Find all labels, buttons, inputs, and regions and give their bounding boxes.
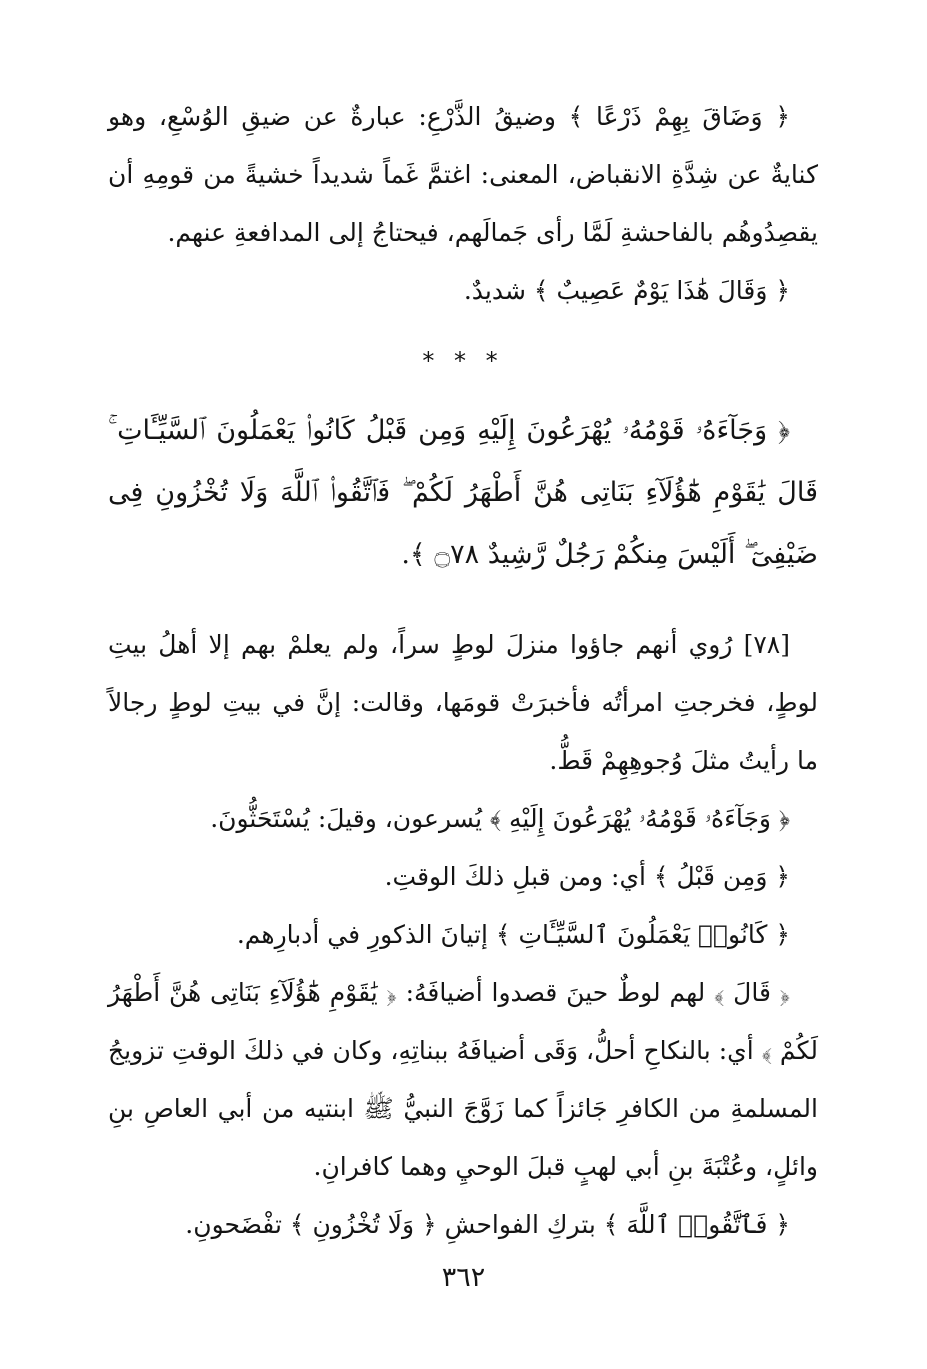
page-number: ٣٦٢ bbox=[441, 1262, 486, 1293]
commentary-daughters: ﴿ قَالَ ﴾ لهم لوطٌ حينَ قصدوا أضيافَهُ: ﴿ يَٰقَوْمِ هَٰٓؤُلَآءِ بَنَاتِى هُنَّ أَطْهَرُ لَكُمْ ﴾ أي: بالنكاحِ أحلُّ، وَقَى أضيافَهُ ببناتِهِ، وكان في ذلكَ الوقتِ تزويجُ المسلمةِ من الكافرِ جَائزاً كما زَوَّجَ النبيُّ ﷺ ابنتيه من أبي العاصِ بنِ وائلٍ، وعُتْبَةَ بنِ أبي لهبٍ قبلَ الوحيِ وهما كافرانِ. bbox=[108, 978, 818, 1181]
commentary-78-narration: [٧٨] رُوي أنهم جاؤوا منزلَ لوطٍ سراً، ولم يعلمْ بهم إلا أهلُ بيتِ لوطٍ، فخرجتِ امرأتُه فأخبرَتْ قومَها، وقالت: إنَّ في بيتِ لوطٍ رجالاً ما رأيتُ مثلَ وُجوهِهِمْ قَطُّ. bbox=[108, 630, 818, 775]
section-separator: * * * bbox=[422, 347, 504, 375]
commentary-fear-allah: ﴿ فَٱتَّقُوا۟ ٱللَّهَ ﴾ بتركِ الفواحشِ ﴿ وَلَا تُخْزُونِ ﴾ تفْضَحونِ. bbox=[185, 1210, 790, 1239]
commentary-before: ﴿ وَمِن قَبْلُ ﴾ أي: ومن قبلِ ذلكَ الوقتِ. bbox=[384, 862, 790, 891]
commentary-hurrying: ﴿ وَجَآءَهُۥ قَوْمُهُۥ يُهْرَعُونَ إِلَيْهِ ﴾ يُسرعون، وقيلَ: يُسْتَحَثُّونَ. bbox=[210, 804, 790, 833]
paragraph-hard-day: ﴿ وَقَالَ هَٰذَا يَوْمٌ عَصِيبٌ ﴾ شديدٌ. bbox=[463, 276, 790, 305]
commentary-evil-deeds: ﴿ كَانُوا۟ يَعْمَلُونَ ٱلسَّيِّـَٔاتِ ﴾ إتيانَ الذكورِ في أدبارِهم. bbox=[236, 920, 790, 949]
quran-verse-78: ﴿ وَجَآءَهُۥ قَوْمُهُۥ يُهْرَعُونَ إِلَيْهِ وَمِن قَبْلُ كَانُوا۟ يَعْمَلُونَ ٱلسَّيِّـَٔاتِ ۚ قَالَ يَٰقَوْمِ هَٰٓؤُلَآءِ بَنَاتِى هُنَّ أَطْهَرُ لَكُمْ ۖ فَٱتَّقُوا۟ ٱللَّهَ وَلَا تُخْزُونِ فِى ضَيْفِىٓ ۖ أَلَيْسَ مِنكُمْ رَجُلٌ رَّشِيدٌ ۝٧٨ ﴾. bbox=[108, 415, 818, 570]
paragraph-narrow-ability: ﴿ وَضَاقَ بِهِمْ ذَرْعًا ﴾ وضيقُ الذَّرْعِ: عبارةٌ عن ضيقِ الوُسْعِ، وهو كنايةٌ عن شِدَّةِ الانقباض، المعنى: اغتمَّ غَماً شديداً خشيةً من قومِهِ أن يقصِدُوهُم بالفاحشةِ لَمَّا رأى جَمالَهم، فيحتاجُ إلى المدافعةِ عنهم. bbox=[108, 102, 818, 247]
page-body bbox=[108, 88, 818, 1254]
